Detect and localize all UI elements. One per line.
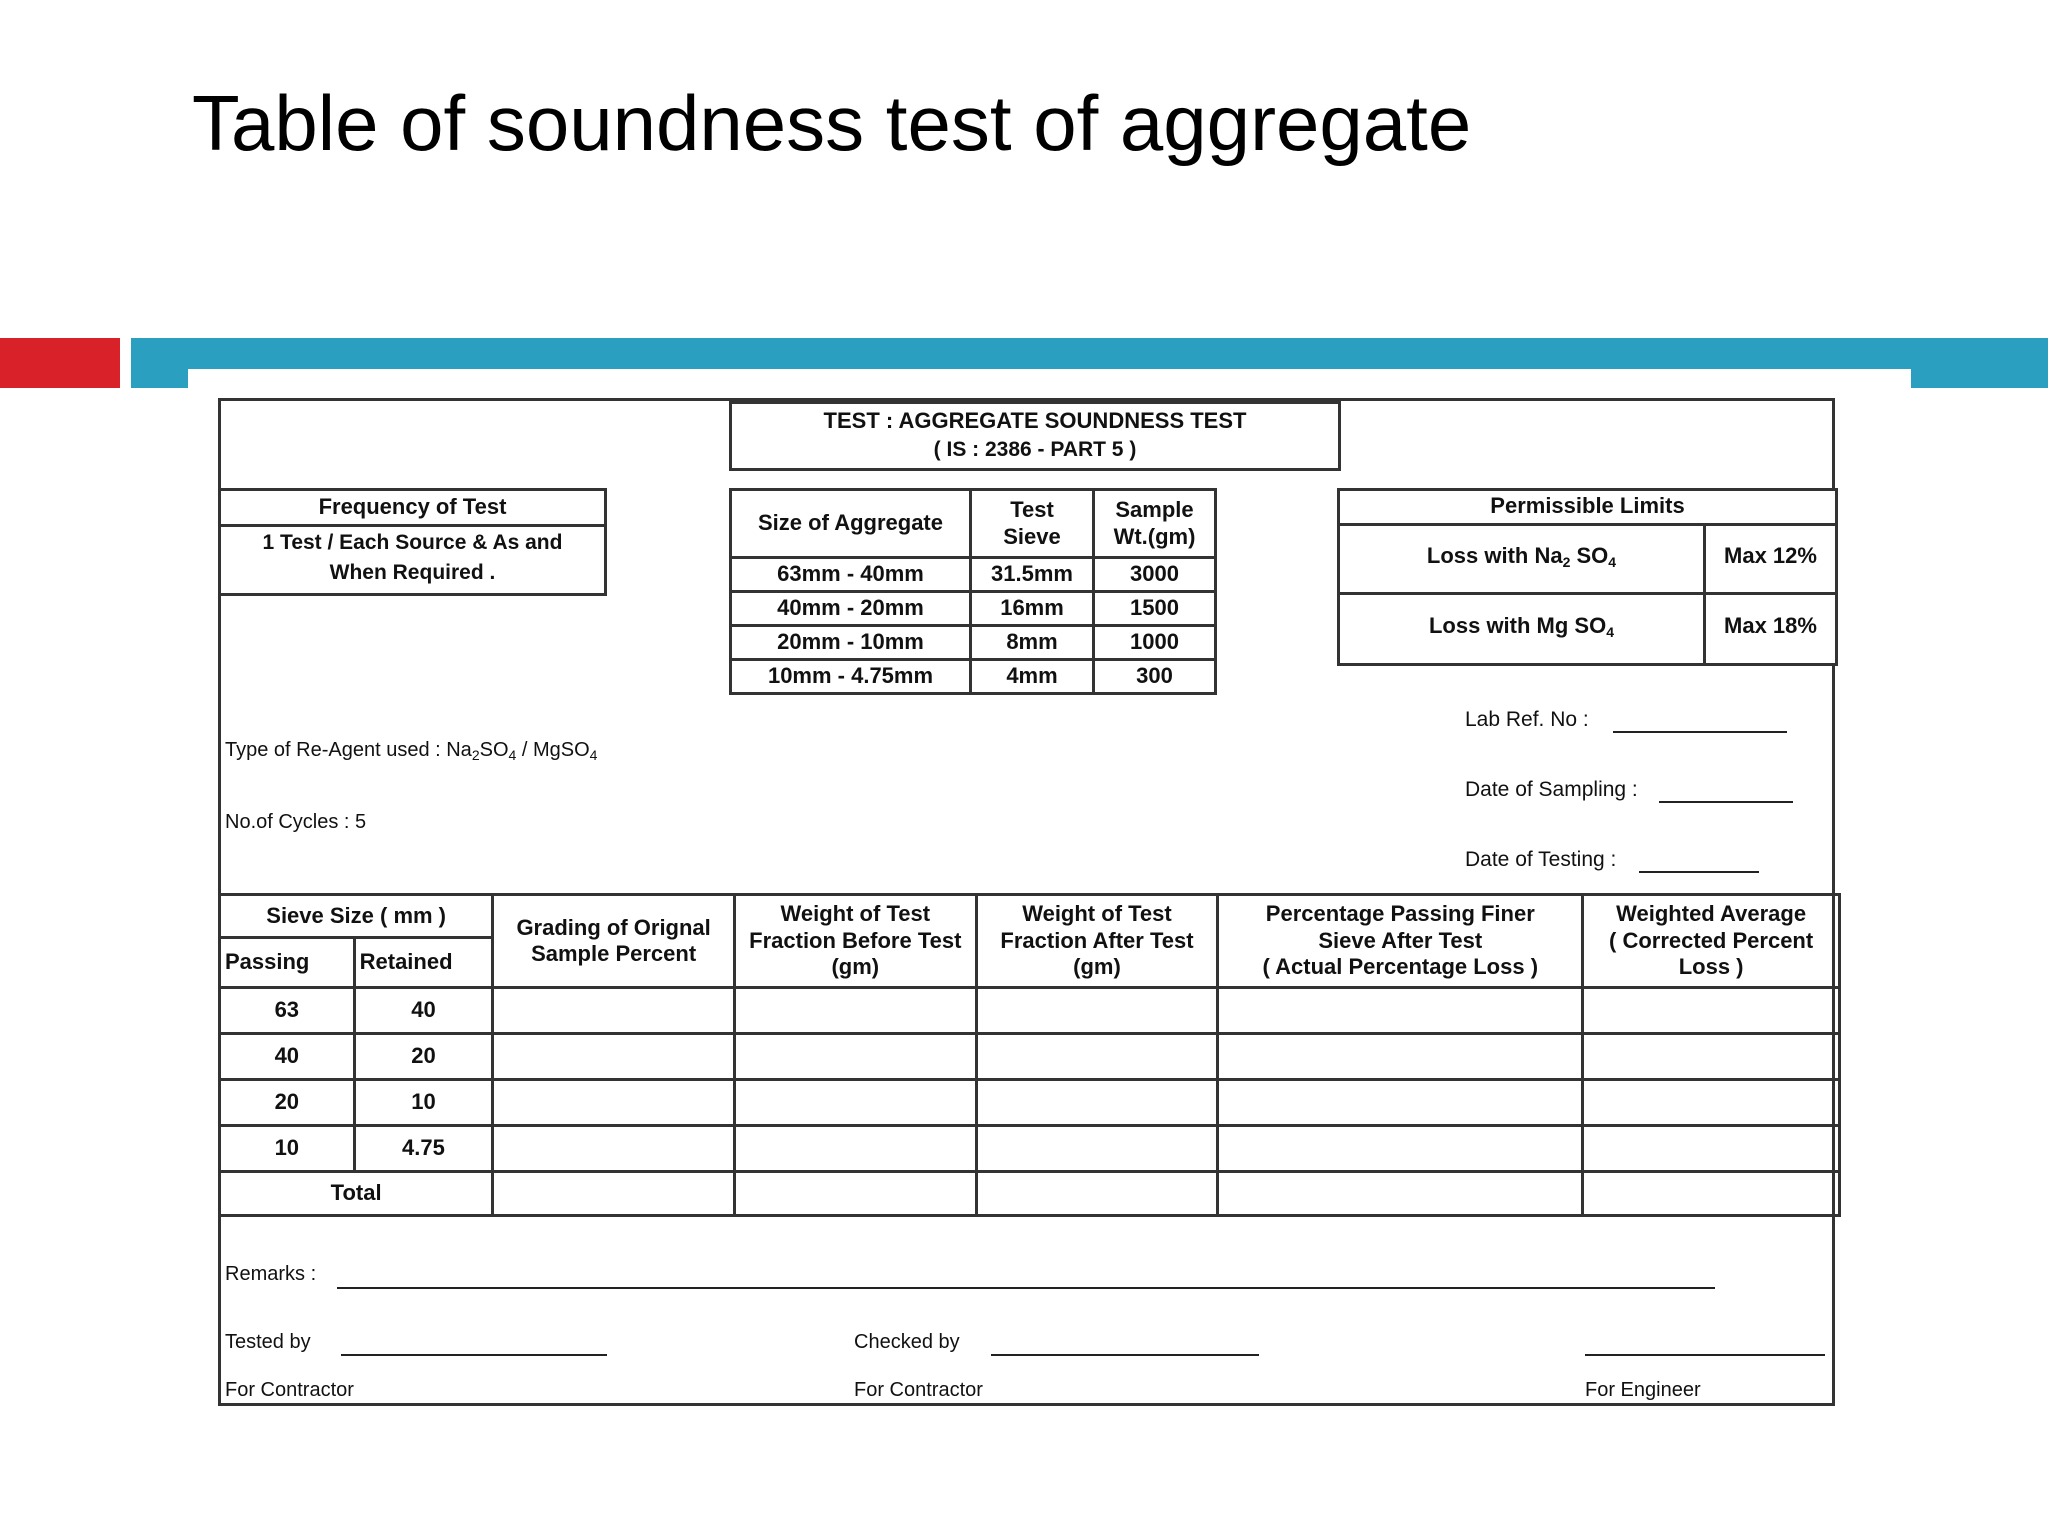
header-weight-before: Weight of Test Fraction Before Test (gm)	[734, 895, 976, 988]
table-row: 20 10	[220, 1080, 1840, 1126]
engineer-signature-field[interactable]	[1585, 1354, 1825, 1356]
accent-bar-red	[0, 338, 120, 388]
header-passing: Passing	[220, 938, 355, 988]
frequency-line1: 1 Test / Each Source & As and	[262, 531, 563, 554]
results-table	[218, 893, 1841, 1217]
date-sampling-label: Date of Sampling :	[1465, 778, 1638, 801]
checked-by-label: Checked by	[854, 1331, 960, 1353]
header-sieve-size: Sieve Size ( mm )	[220, 895, 493, 938]
header-size-of-aggregate: Size of Aggregate	[731, 490, 971, 558]
header-grading: Grading of Orignal Sample Percent	[493, 895, 735, 988]
na-limit-value: Max 12%	[1724, 543, 1817, 568]
soundness-test-form	[218, 398, 1835, 1406]
header-weight-after: Weight of Test Fraction After Test (gm)	[976, 895, 1218, 988]
header-retained: Retained	[354, 938, 493, 988]
date-testing-label: Date of Testing :	[1465, 848, 1617, 871]
test-title-box	[729, 401, 1341, 471]
for-engineer: For Engineer	[1585, 1379, 1701, 1401]
frequency-line2: When Required .	[329, 561, 496, 584]
table-row: 40 20	[220, 1034, 1840, 1080]
remarks-field[interactable]	[337, 1287, 1715, 1289]
date-testing-field[interactable]	[1639, 871, 1759, 873]
tested-by-label: Tested by	[225, 1331, 311, 1353]
slide-title: Table of soundness test of aggregate	[192, 79, 1472, 167]
content-panel-top	[188, 369, 1911, 399]
remarks-label: Remarks :	[225, 1263, 317, 1285]
test-standard: ( IS : 2386 - PART 5 )	[933, 438, 1137, 461]
header-test-sieve: Test Sieve	[971, 490, 1094, 558]
mg-limit-value: Max 18%	[1724, 613, 1817, 638]
total-row: Total	[220, 1172, 1840, 1216]
number-of-cycles: No.of Cycles : 5	[225, 811, 367, 833]
lab-ref-field[interactable]	[1613, 731, 1787, 733]
loss-with-na-so4: Loss with $Na_2$ $SO_4$	[1426, 543, 1617, 570]
table-row: 63mm - 40mm 31.5mm 3000	[731, 558, 1216, 592]
date-sampling-field[interactable]	[1659, 801, 1793, 803]
header-percentage-loss: Percentage Passing Finer Sieve After Test ( Actual Percentage Loss )	[1218, 895, 1583, 988]
loss-with-mg-so4: Loss with Mg $SO_4$	[1428, 613, 1615, 640]
tested-by-field[interactable]	[341, 1354, 607, 1356]
checked-by-field[interactable]	[991, 1354, 1259, 1356]
frequency-header: Frequency of Test	[318, 494, 507, 519]
header-weighted-average: Weighted Average ( Corrected Percent Loss )	[1583, 895, 1840, 988]
reagent-type: Type of Re-Agent used : $Na_2SO_4$ / MgSO$_4$	[225, 739, 598, 763]
test-title: TEST : AGGREGATE SOUNDNESS TEST	[823, 408, 1247, 433]
table-row: 40mm - 20mm 16mm 1500	[731, 592, 1216, 626]
frequency-box	[218, 488, 607, 596]
for-contractor-1: For Contractor	[225, 1379, 354, 1401]
permissible-limits-box	[1337, 488, 1838, 666]
aggregate-size-table	[729, 488, 1217, 695]
table-row: 10mm - 4.75mm 4mm 300	[731, 660, 1216, 694]
header-sample-wt: Sample Wt.(gm)	[1094, 490, 1216, 558]
limits-header: Permissible Limits	[1490, 493, 1685, 518]
table-row: 63 40	[220, 988, 1840, 1034]
table-row: 20mm - 10mm 8mm 1000	[731, 626, 1216, 660]
lab-ref-label: Lab Ref. No :	[1465, 708, 1589, 731]
table-row: 10 4.75	[220, 1126, 1840, 1172]
for-contractor-2: For Contractor	[854, 1379, 983, 1401]
